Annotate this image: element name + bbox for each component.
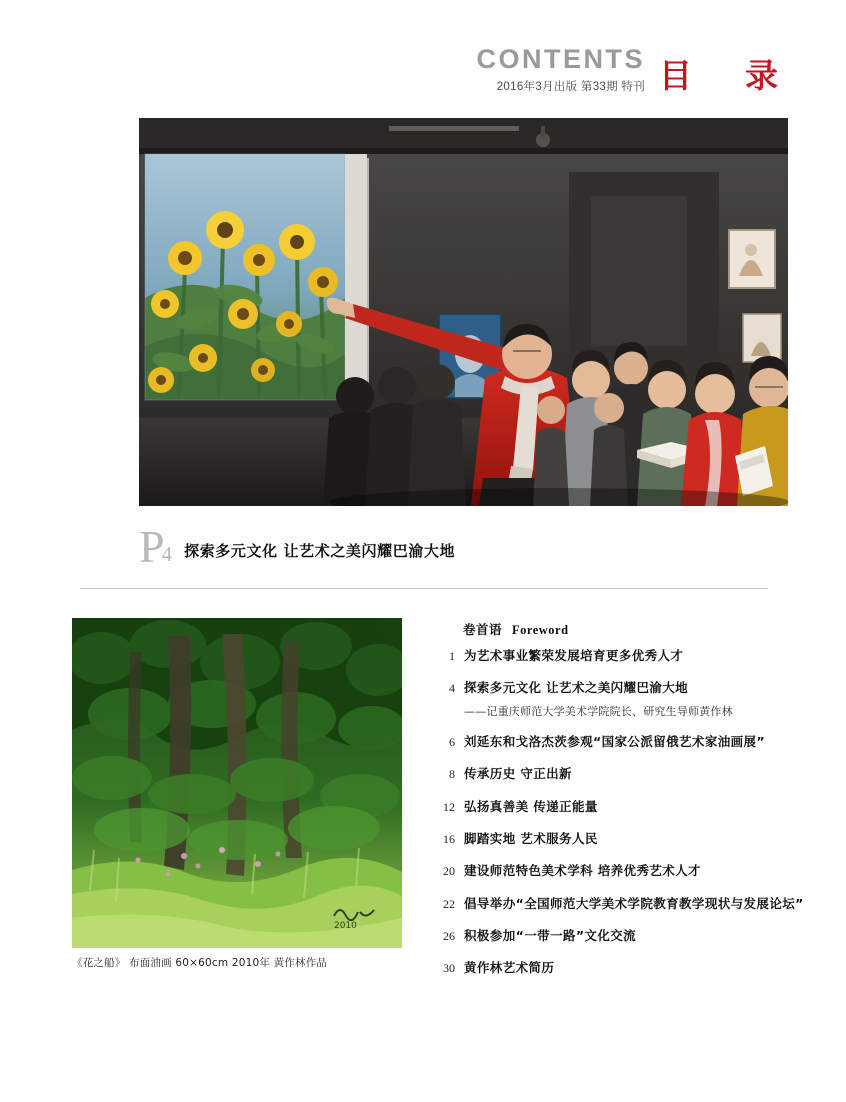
contents-label: CONTENTS: [476, 44, 645, 74]
toc-page-number: 1: [449, 649, 455, 663]
toc-page-number: 22: [443, 896, 455, 911]
svg-text:2010: 2010: [334, 921, 357, 931]
toc-entry-title: 刘延东和戈洛杰茨参观“国家公派留俄艺术家油画展”: [464, 733, 766, 749]
toc-entry-title: 探索多元文化 让艺术之美闪耀巴渝大地: [464, 680, 689, 696]
toc-entry-title: 弘扬真善美 传递正能量: [464, 798, 598, 814]
toc-entry-subtitle: ——记重庆师范大学美术学院院长、研究生导师黄作林: [464, 704, 733, 718]
toc-foreword-en: Foreword: [512, 623, 569, 637]
artwork-image: [72, 618, 402, 948]
toc-entry[interactable]: [430, 799, 810, 816]
toc-page-number: 12: [443, 799, 455, 814]
toc-entry[interactable]: [430, 734, 810, 751]
toc-entry[interactable]: [430, 648, 810, 665]
toc-page-number: 30: [443, 961, 455, 976]
toc-entry[interactable]: [430, 863, 810, 880]
magazine-contents-header: [477, 46, 789, 94]
artwork-illustration: [72, 618, 402, 948]
toc-entry-title: 建设师范特色美术学科 培养优秀艺术人才: [464, 863, 701, 879]
toc-entry[interactable]: [430, 766, 810, 783]
toc-entry[interactable]: [430, 831, 810, 848]
toc-page-number: 26: [443, 929, 455, 943]
hero-page-number: [139, 521, 173, 572]
toc-page-number: 8: [449, 767, 455, 782]
section-divider: [80, 588, 768, 589]
toc-entry[interactable]: [430, 928, 810, 945]
hero-page-digit: 4: [161, 541, 173, 566]
toc-foreword-heading: [463, 620, 810, 638]
toc-entry-title: 传承历史 守正出新: [464, 766, 572, 782]
toc-entry-title: 为艺术事业繁荣发展培育更多优秀人才: [464, 648, 684, 663]
toc-page-number: 4: [449, 681, 455, 696]
toc-foreword-cn: 卷首语: [463, 622, 503, 637]
header-text-block: [477, 46, 646, 94]
hero-page-letter: P: [139, 521, 165, 572]
artwork-caption: 《花之船》 布面油画 60×60cm 2010年 黄作林作品: [72, 957, 328, 969]
toc-page-number: 16: [443, 831, 455, 846]
contents-label-chinese: 目 录: [659, 55, 788, 95]
toc-entry-title: 倡导举办“全国师范大学美术学院教育教学现状与发展论坛”: [464, 895, 804, 911]
toc-entry-title: 黄作林艺术简历: [464, 960, 555, 976]
issue-info: 2016年3月出版 第33期 特刊: [496, 81, 645, 93]
toc-entry[interactable]: [430, 680, 810, 697]
hero-photo-illustration: [139, 118, 788, 506]
hero-article-title: 探索多元文化 让艺术之美闪耀巴渝大地: [184, 541, 456, 560]
toc-entry-title: 积极参加“一带一路”文化交流: [464, 928, 637, 943]
hero-photo: [139, 118, 788, 506]
toc-entry-title: 脚踏实地 艺术服务人民: [464, 830, 598, 846]
hero-caption: [139, 521, 456, 572]
toc-entry[interactable]: [430, 896, 810, 913]
toc-page-number: 6: [449, 734, 455, 749]
toc-page-number: 20: [443, 864, 455, 879]
toc-entry[interactable]: [430, 960, 810, 977]
table-of-contents: [430, 620, 810, 993]
